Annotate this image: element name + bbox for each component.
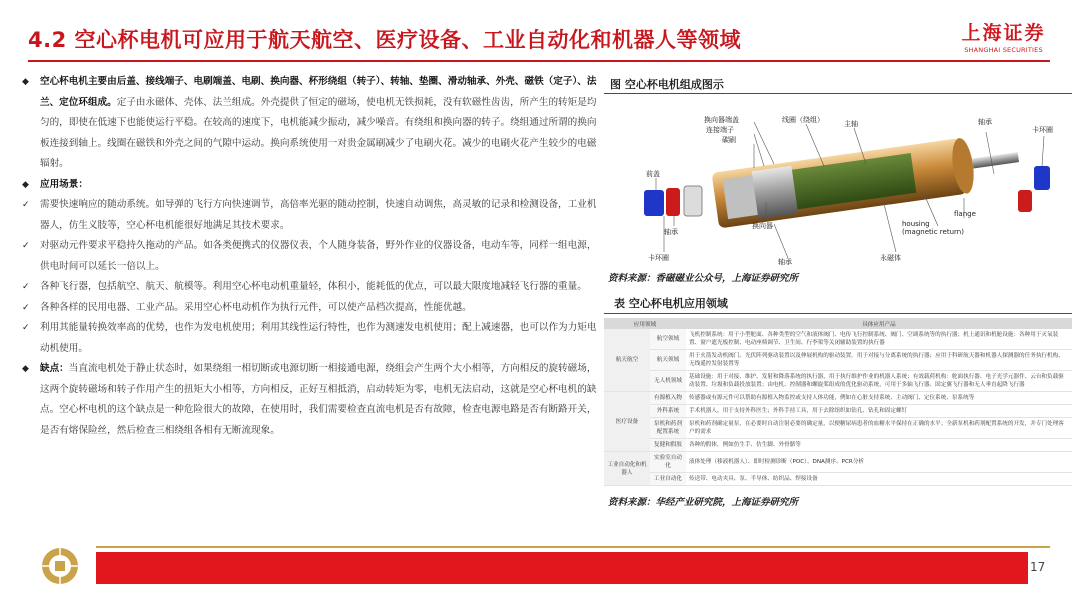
label-front-cover: 前盖 xyxy=(646,170,660,178)
table-cell-text: 传送带、电动夹具、泵、半导体、纺织品、焊接设备 xyxy=(686,473,1072,486)
check-icon: ✓ xyxy=(22,302,30,313)
drawback-paragraph xyxy=(20,359,602,441)
table-cell-category: 工业自动化和机器人 xyxy=(604,452,650,486)
footer-gold-line xyxy=(96,546,1050,548)
table-header-cell: 具体应用产品 xyxy=(686,318,1072,329)
table-row xyxy=(604,418,1072,439)
table-row xyxy=(604,439,1072,452)
page-title: 4.2 空心杯电机可应用于航天航空、医疗设备、工业自动化和机器人等领域 xyxy=(28,28,742,52)
table-row xyxy=(604,405,1072,418)
table-cell-sub: 有源植入物 xyxy=(650,392,686,405)
label-shaft: 主轴 xyxy=(844,120,858,128)
check-icon: ✓ xyxy=(22,241,30,251)
intro-bold: 空心杯电机主要由后盖、接线端子、电刷端盖、电刷、换向器、杯形绕组（转子）、转轴、垫圈、滑动轴承、外壳、磁铁（定子）、法兰、定位环组成。 xyxy=(40,76,597,108)
table-row xyxy=(604,350,1072,371)
label-brush: 碳刷 xyxy=(722,136,736,144)
table-cell-text: 基础设施：用于对接、维护、发射和降落系统的执行器，用于执行维护作业的机器人系统；有效载荷机构：舵面执行器、电子光学元器件、云台和负载驱动装置、垃圾和负载投放装置；由电机、控制器和螺旋桨组成的优化驱动系统，可用于多轴飞行器、固定翼飞行器和无人垂直起降飞行器 xyxy=(686,371,1072,392)
table-cell-text: 手术机器人，用于支持外科医生；外科手持工具，用于去除组织如钻孔、钻孔和固定螺钉 xyxy=(686,405,1072,418)
table-cell-text: 泵机和药剂确定量泵，在必要时自动注射必要的确定量，以便糖尿病患者的血糖水平保持在正确的水平；全新泵机和药剂配置系统的开发，并专门处理客户的需求 xyxy=(686,418,1072,439)
scene-item: ✓ 各种各样的民用电器、工业产品。采用空心杯电动机作为执行元件，可以使产品档次提高，性能优越。 xyxy=(20,298,602,319)
scene-item: ✓ 对驱动元件要求平稳持久拖动的产品。如各类便携式的仪器仪表，个人随身装备，野外作业的仪器设备，电动车等，同样一组电源，供电时间可以延长一倍以上。 xyxy=(20,236,602,277)
scene-item: ✓ 需要快速响应的随动系统。如导弹的飞行方向快速调节，高倍率光驱的随动控制，快速自动调焦，高灵敏的记录和检测设备，工业机器人，仿生义肢等，空心杯电机能很好地满足其技术要求。 xyxy=(20,195,602,236)
table-header-cell: 应用领域 xyxy=(604,318,686,329)
body-text xyxy=(20,72,602,441)
check-icon: ✓ xyxy=(22,323,30,333)
table-row xyxy=(604,473,1072,486)
label-magnet: 永磁体 xyxy=(880,254,901,262)
title-divider xyxy=(28,60,1050,62)
application-table xyxy=(604,318,1072,486)
label-stop-ring-left: 卡环圈 xyxy=(648,254,669,262)
drawback-text: 当直流电机处于静止状态时，如果绕组一相切断或电源切断一相接通电源，绕组会产生两个大小相等，方向相反的旋转磁场，这两个旋转磁场和转子作用产生的扭矩大小相等，方向相反，正好互相抵消，启动转矩为零，电机无法启动，这就是空心杯电机的缺点。空心杯电机的这个缺点是一种危险很大的故障，在使用时，我们需要检查直流电机是否有故障，检查电源电路是否有断路开关，是否有熔保险丝，然后检查三相绕组各相有无断流现象。 xyxy=(40,363,597,436)
intro-paragraph xyxy=(20,72,602,175)
footer-bar xyxy=(96,552,1028,584)
logo-english: SHANGHAI SECURITIES xyxy=(964,46,1043,54)
table-row xyxy=(604,392,1072,405)
table-cell-category: 航天航空 xyxy=(604,329,650,392)
page-number: 17 xyxy=(1030,560,1046,574)
diamond-bullet-icon: ◆ xyxy=(22,77,29,87)
label-stop-ring-top: 卡环圈 xyxy=(1032,126,1053,134)
table-cell-text: 传感器或有源元件可以帮助有源植入物监控或支持人体功能，例如在心脏支持系统、主动阀门、定位系统、泵系统等 xyxy=(686,392,1072,405)
right-column xyxy=(604,72,1072,508)
figure-title: 图 空心杯电机组成图示 xyxy=(604,72,1072,94)
label-flange: flange xyxy=(954,210,976,218)
table-title: 表 空心杯电机应用领域 xyxy=(604,292,1072,314)
right-bearing-part xyxy=(1034,166,1050,190)
label-housing: housing xyxy=(902,220,930,228)
right-ring-part xyxy=(1018,190,1032,212)
front-cover-part xyxy=(644,190,664,216)
table-cell-sub: 无人机领域 xyxy=(650,371,686,392)
emblem-icon xyxy=(40,546,80,586)
table-cell-sub: 航天领域 xyxy=(650,350,686,371)
table-cell-text: 各种的假体，例如仿生手、仿生脚、外骨骼等 xyxy=(686,439,1072,452)
diamond-bullet-icon: ◆ xyxy=(22,364,29,374)
table-cell-sub: 实验室自动化 xyxy=(650,452,686,473)
table-cell-sub: 工业自动化 xyxy=(650,473,686,486)
table-cell-text: 飞机控制系统：用于小型舵面、各种类型的空气和液体阀门、电传飞行控制系统、阀门、空调系统等的执行器；机上通讯和机舱设施：各种用于灭氧装置、窗户遮光板控制、电动座椅调节、卫生间、行李架等关闭辅助装置的执行器 xyxy=(686,329,1072,350)
intro-text: 定子由永磁体、壳体、法兰组成。外壳提供了恒定的磁场，使电机无铁损耗，没有软磁性齿齿，所产生的转矩是均匀的，即使在低速下也能使运行平稳。在较高的速度下，电机能减少振动，减少噪音。有绕组和换向器的转子。绕组通过所谓的换向板连接到轴上。线圈在磁铁和外壳之间的气隙中运动。换向系统使用一对贵金属刷减少了电刷火花。减少的电刷火花产生较少的电磁辐射。 xyxy=(40,96,597,169)
table-cell-text: 用于火箭发动机阀门、光伏阵列驱动装置以及伸展机构的驱动装置。用于对接与分离系统的执行器；应用于科研航天器和机器人探测器的任务执行机构、无线遥控发射装置等 xyxy=(686,350,1072,371)
label-terminal: 连接端子 xyxy=(706,126,734,134)
table-cell-sub: 泵机和药剂配置系统 xyxy=(650,418,686,439)
diamond-bullet-icon: ◆ xyxy=(22,179,29,190)
table-cell-text: 液体处理（移液机器人）、即时检测诊断（POC）、DNA测序、PCR分析 xyxy=(686,452,1072,473)
scene-item: ✓ 各种飞行器，包括航空、航天、航模等。利用空心杯电动机重量轻，体积小，能耗低的优点，可以最大限度地减轻飞行器的重量。 xyxy=(20,277,602,298)
table-row xyxy=(604,371,1072,392)
drawback-heading: 缺点： xyxy=(40,363,69,374)
table-cell-sub: 航空领域 xyxy=(650,329,686,350)
label-magnetic-return: (magnetic return) xyxy=(902,228,964,236)
header xyxy=(0,0,1080,66)
label-commutator: 换向器 xyxy=(752,222,773,230)
motor-exploded-view xyxy=(604,94,1072,270)
motor-diagram xyxy=(604,94,1072,270)
label-brush-cover: 换向器端盖 xyxy=(704,116,739,124)
table-row xyxy=(604,452,1072,473)
label-bearing-top: 轴承 xyxy=(978,118,992,126)
table-cell-category: 医疗设备 xyxy=(604,392,650,452)
label-winding: 线圈（绕组） xyxy=(782,116,824,124)
figure-source: 资料来源：香磁磁业公众号，上海证券研究所 xyxy=(608,273,799,284)
label-bearing-bottom: 轴承 xyxy=(778,258,792,266)
table-cell-sub: 外科系统 xyxy=(650,405,686,418)
label-bearing-left: 轴承 xyxy=(664,228,678,236)
bearing-part xyxy=(666,188,680,216)
check-icon: ✓ xyxy=(22,282,30,292)
table-row xyxy=(604,329,1072,350)
logo-chinese: 上海证券 xyxy=(961,22,1046,44)
table-source: 资料来源：华经产业研究院，上海证券研究所 xyxy=(608,497,799,508)
check-icon: ✓ xyxy=(22,200,30,210)
brush-part xyxy=(684,186,702,216)
scenes-heading: ◆ 应用场景： xyxy=(20,175,602,196)
table-cell-sub: 复健和假肢 xyxy=(650,439,686,452)
table-header-row xyxy=(604,318,1072,329)
scene-item: ✓ 利用其能量转换效率高的优势，也作为发电机使用；利用其线性运行特性，也作为测速发电机使用；配上减速器，也可以作为力矩电动机使用。 xyxy=(20,318,602,359)
brand-logo xyxy=(956,18,1051,54)
